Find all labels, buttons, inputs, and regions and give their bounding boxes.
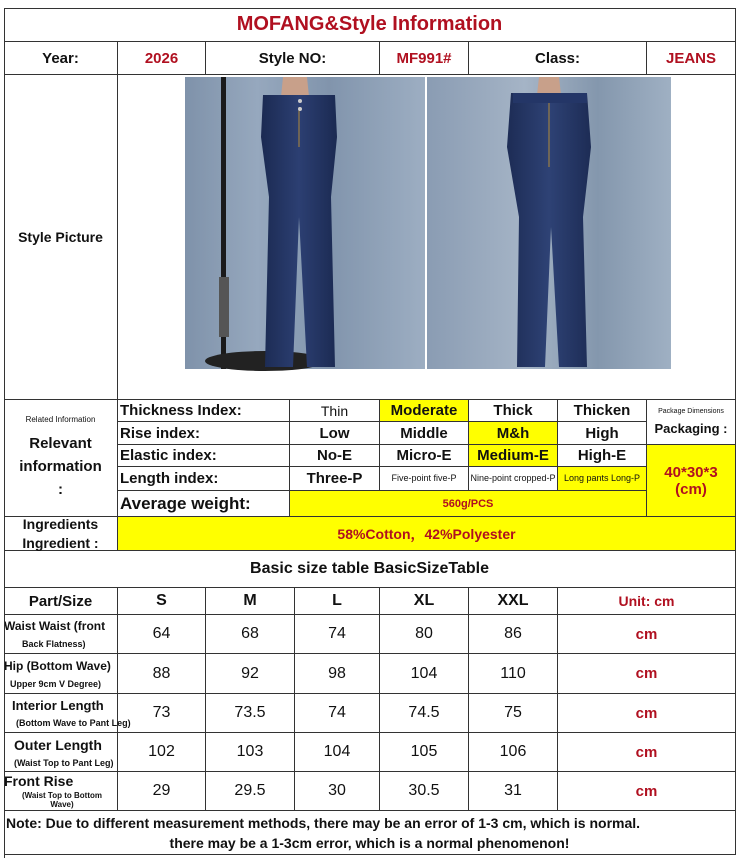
thickness-thin: Thin — [290, 400, 380, 422]
cell-waist-unit: cm — [558, 615, 736, 654]
packaging-label-cell — [647, 400, 736, 445]
elastic-high-e: High-E — [558, 445, 647, 467]
style-no-value: MF991# — [380, 42, 469, 75]
relevant-information-label — [4, 400, 118, 517]
cell-interior-unit: cm — [558, 694, 736, 733]
length-nine-point: Nine-point cropped-P — [469, 467, 558, 491]
cell-waist-s: 64 — [118, 615, 206, 654]
thickness-thick: Thick — [469, 400, 558, 422]
note-line1: Note: Due to different measurement methods, there may be an error of 1-3 cm, which is normal. — [6, 814, 641, 831]
cell-waist-m: 68 — [206, 615, 295, 654]
packaging-value — [647, 445, 736, 517]
cell-front-rise-xxl: 31 — [469, 772, 558, 811]
size-m-header: M — [206, 588, 295, 615]
size-xxl-header: XXL — [469, 588, 558, 615]
average-weight-value: 560g/PCS — [290, 491, 647, 517]
cell-interior-s: 73 — [118, 694, 206, 733]
size-xl-header: XL — [380, 588, 469, 615]
cell-waist-xl: 80 — [380, 615, 469, 654]
front-view-photo — [185, 77, 425, 369]
part-size-header: Part/Size — [4, 588, 118, 615]
row-label-hip — [4, 654, 118, 694]
style-no-label: Style NO: — [206, 42, 380, 75]
package-dimensions-label: Package Dimensions — [658, 408, 724, 415]
cell-outer-xl: 105 — [380, 733, 469, 772]
class-label: Class: — [469, 42, 647, 75]
spec-sheet — [4, 8, 736, 858]
cell-interior-m: 73.5 — [206, 694, 295, 733]
rise-mh: M&h — [469, 422, 558, 445]
ingredients-label — [4, 517, 118, 551]
elastic-micro-e: Micro-E — [380, 445, 469, 467]
elastic-no-e: No-E — [290, 445, 380, 467]
related-information-small: Related Information — [25, 415, 96, 424]
note-line2: there may be a 1-3cm error, which is a normal phenomenon! — [169, 834, 570, 851]
cell-front-rise-s: 29 — [118, 772, 206, 811]
row-name: Front Rise — [4, 773, 74, 789]
row-name: Interior Length — [12, 698, 104, 713]
cell-outer-unit: cm — [558, 733, 736, 772]
elastic-index-label: Elastic index: — [118, 445, 290, 467]
cell-waist-l: 74 — [295, 615, 380, 654]
size-s-header: S — [118, 588, 206, 615]
cell-interior-xl: 74.5 — [380, 694, 469, 733]
cell-front-rise-m: 29.5 — [206, 772, 295, 811]
cell-front-rise-unit: cm — [558, 772, 736, 811]
thickness-moderate: Moderate — [380, 400, 469, 422]
year-value: 2026 — [118, 42, 206, 75]
relevant-line3: : — [58, 481, 63, 498]
row-label-waist — [4, 615, 118, 654]
back-view-photo — [427, 77, 671, 369]
style-picture-area — [118, 75, 736, 400]
row-sub: (Waist Top to Bottom Wave) — [22, 791, 102, 809]
packaging-label: Packaging : — [654, 421, 728, 436]
notes-block — [4, 811, 736, 855]
cell-interior-l: 74 — [295, 694, 380, 733]
ingredients-line2: Ingredient : — [22, 534, 99, 551]
cell-hip-unit: cm — [558, 654, 736, 694]
row-name: Waist Waist (front — [4, 619, 106, 633]
rise-low: Low — [290, 422, 380, 445]
cell-interior-xxl: 75 — [469, 694, 558, 733]
rise-index-label: Rise index: — [118, 422, 290, 445]
packaging-value-line1: 40*30*3 — [664, 463, 718, 481]
row-sub: (Waist Top to Pant Leg) — [14, 757, 114, 768]
row-sub: Back Flatness) — [22, 639, 86, 649]
cell-front-rise-xl: 30.5 — [380, 772, 469, 811]
average-weight-label: Average weight: — [118, 491, 290, 517]
row-label-interior-length — [4, 694, 131, 733]
cell-outer-s: 102 — [118, 733, 206, 772]
year-label: Year: — [4, 42, 118, 75]
rise-high: High — [558, 422, 647, 445]
size-l-header: L — [295, 588, 380, 615]
row-sub: Upper 9cm V Degree) — [10, 678, 102, 689]
cell-front-rise-l: 30 — [295, 772, 380, 811]
length-five-point: Five-point five-P — [380, 467, 469, 491]
size-table-title: Basic size table BasicSizeTable — [4, 551, 736, 588]
unit-header: Unit: cm — [558, 588, 736, 615]
row-name: Hip (Bottom Wave) — [4, 658, 111, 673]
cell-hip-m: 92 — [206, 654, 295, 694]
rise-middle: Middle — [380, 422, 469, 445]
row-label-outer-length — [4, 733, 118, 772]
class-value: JEANS — [647, 42, 736, 75]
row-sub: (Bottom Wave to Pant Leg) — [16, 718, 131, 728]
cell-waist-xxl: 86 — [469, 615, 558, 654]
cell-outer-xxl: 106 — [469, 733, 558, 772]
cell-hip-s: 88 — [118, 654, 206, 694]
ingredients-line1: Ingredients — [22, 515, 99, 532]
sheet-title: MOFANG&Style Information — [4, 8, 736, 42]
relevant-line2: information — [19, 458, 102, 475]
packaging-value-line2: (cm) — [675, 480, 707, 498]
relevant-line1: Relevant — [29, 435, 92, 452]
thickness-index-label: Thickness Index: — [118, 400, 290, 422]
cell-hip-l: 98 — [295, 654, 380, 694]
row-name: Outer Length — [14, 736, 102, 753]
length-three-p: Three-P — [290, 467, 380, 491]
row-label-front-rise — [4, 772, 118, 811]
thickness-thicken: Thicken — [558, 400, 647, 422]
ingredients-value: 58%Cotton，42%Polyester — [118, 517, 736, 551]
style-picture-label: Style Picture — [4, 75, 118, 400]
cell-hip-xxl: 110 — [469, 654, 558, 694]
cell-outer-l: 104 — [295, 733, 380, 772]
cell-outer-m: 103 — [206, 733, 295, 772]
length-long-pants: Long pants Long-P — [558, 467, 647, 491]
elastic-medium-e: Medium-E — [469, 445, 558, 467]
length-index-label: Length index: — [118, 467, 290, 491]
cell-hip-xl: 104 — [380, 654, 469, 694]
